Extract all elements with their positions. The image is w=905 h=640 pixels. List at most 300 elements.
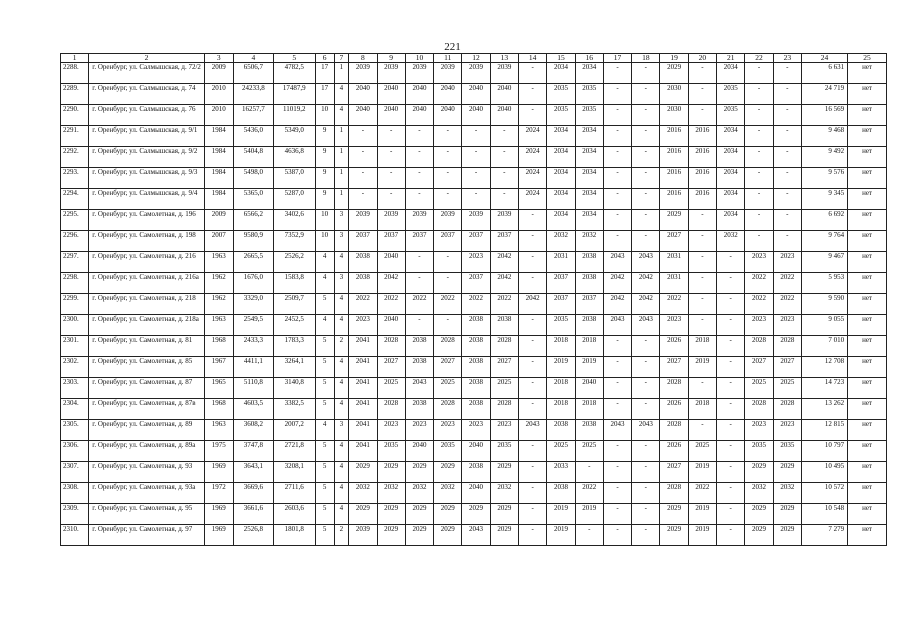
table-cell: 3329,0 (233, 294, 273, 315)
table-row (61, 420, 887, 441)
table-cell: - (377, 168, 405, 189)
table-cell: 2025 (773, 378, 801, 399)
table-cell: 1963 (204, 252, 233, 273)
table-cell: 1783,3 (273, 336, 315, 357)
table-cell: 2035 (773, 441, 801, 462)
table-cell: 11019,2 (273, 105, 315, 126)
table-cell: 2027 (434, 357, 462, 378)
column-header: 24 (801, 54, 847, 63)
table-cell: 2026 (660, 441, 688, 462)
table-cell: нет (848, 126, 887, 147)
table-cell: 2039 (462, 63, 490, 84)
table-cell: 2549,5 (233, 315, 273, 336)
table-cell: 2038 (462, 399, 490, 420)
table-cell: 2009 (204, 210, 233, 231)
table-cell: 2010 (204, 84, 233, 105)
table-cell: - (717, 336, 745, 357)
table-cell: 9 576 (801, 168, 847, 189)
table-cell: 6506,7 (233, 63, 273, 84)
table-cell: - (519, 441, 547, 462)
table-cell: 2035 (547, 105, 575, 126)
table-cell: 6 692 (801, 210, 847, 231)
column-header: 4 (233, 54, 273, 63)
table-cell: 2037 (462, 273, 490, 294)
table-cell: 2028 (377, 399, 405, 420)
table-cell: 2026 (660, 399, 688, 420)
table-cell: 2038 (462, 378, 490, 399)
table-cell: 2034 (575, 63, 603, 84)
table-cell: 3382,5 (273, 399, 315, 420)
table-cell: 5 953 (801, 273, 847, 294)
table-row (61, 147, 887, 168)
table-cell: 10 572 (801, 483, 847, 504)
table-cell: - (632, 525, 660, 546)
table-cell: - (434, 273, 462, 294)
table-cell: - (603, 504, 631, 525)
table-cell: 2019 (575, 357, 603, 378)
table-cell: нет (848, 189, 887, 210)
table-cell: - (575, 462, 603, 483)
table-cell: - (405, 126, 433, 147)
table-cell: нет (848, 168, 887, 189)
address-cell: г. Оренбург, ул. Салмышская, д. 72/2 (89, 63, 204, 84)
table-cell: 2034 (717, 147, 745, 168)
table-cell: - (603, 231, 631, 252)
table-cell: - (519, 315, 547, 336)
table-cell: 3 (334, 273, 349, 294)
table-cell: 4 (334, 315, 349, 336)
table-cell: 2040 (405, 84, 433, 105)
table-cell: - (377, 126, 405, 147)
housing-register-table (60, 53, 887, 546)
row-number-cell: 2307. (61, 462, 89, 483)
address-cell: г. Оренбург, ул. Самолетная, д. 87 (89, 378, 204, 399)
table-cell: 2028 (434, 336, 462, 357)
table-cell: 4 (334, 441, 349, 462)
table-row (61, 483, 887, 504)
row-number-cell: 2303. (61, 378, 89, 399)
table-cell: 4782,5 (273, 63, 315, 84)
column-header: 9 (377, 54, 405, 63)
table-cell: 2042 (632, 294, 660, 315)
table-cell: - (632, 483, 660, 504)
table-cell: 3 (334, 210, 349, 231)
table-cell: - (632, 336, 660, 357)
table-cell: 2027 (745, 357, 773, 378)
table-cell: 2023 (773, 420, 801, 441)
table-row (61, 84, 887, 105)
table-cell: 1 (334, 189, 349, 210)
table-cell: 2034 (575, 147, 603, 168)
table-cell: - (773, 84, 801, 105)
table-cell: - (434, 147, 462, 168)
table-cell: 2711,6 (273, 483, 315, 504)
row-number-cell: 2301. (61, 336, 89, 357)
table-cell: 2034 (547, 126, 575, 147)
table-row (61, 336, 887, 357)
table-cell: 1801,8 (273, 525, 315, 546)
table-cell: 2023 (773, 315, 801, 336)
address-cell: г. Оренбург, ул. Самолетная, д. 198 (89, 231, 204, 252)
column-header: 13 (490, 54, 518, 63)
table-cell: 2025 (575, 441, 603, 462)
column-header: 15 (547, 54, 575, 63)
column-header: 1 (61, 54, 89, 63)
table-cell: 2034 (575, 168, 603, 189)
table-cell: - (603, 63, 631, 84)
table-cell: 16 569 (801, 105, 847, 126)
table-cell: 2034 (717, 63, 745, 84)
table-cell: 2037 (547, 294, 575, 315)
table-row (61, 231, 887, 252)
table-cell: 4 (315, 420, 334, 441)
table-cell: 2043 (519, 420, 547, 441)
table-cell: 24 719 (801, 84, 847, 105)
table-cell: - (717, 441, 745, 462)
table-cell: 2016 (688, 168, 716, 189)
table-cell: 1975 (204, 441, 233, 462)
table-cell: 2042 (603, 294, 631, 315)
address-cell: г. Оренбург, ул. Салмышская, д. 9/4 (89, 189, 204, 210)
table-cell: 2025 (377, 378, 405, 399)
table-cell: - (773, 189, 801, 210)
table-cell: 2030 (660, 105, 688, 126)
table-cell: 2033 (547, 462, 575, 483)
table-cell: 2027 (660, 462, 688, 483)
table-cell: 2035 (377, 441, 405, 462)
column-header: 25 (848, 54, 887, 63)
table-cell: 4603,5 (233, 399, 273, 420)
table-cell: 5 (315, 336, 334, 357)
address-cell: г. Оренбург, ул. Салмышская, д. 9/2 (89, 147, 204, 168)
table-cell: 9 492 (801, 147, 847, 168)
table-cell: 2038 (405, 399, 433, 420)
table-cell: - (519, 336, 547, 357)
table-cell: 12 815 (801, 420, 847, 441)
table-cell: 5287,0 (273, 189, 315, 210)
table-cell: - (377, 147, 405, 168)
table-cell: 2023 (773, 252, 801, 273)
table-cell: 2016 (660, 189, 688, 210)
table-cell: - (603, 336, 631, 357)
table-cell: 5 (315, 462, 334, 483)
table-cell: 1 (334, 147, 349, 168)
table-cell: 4636,8 (273, 147, 315, 168)
table-cell: 2023 (405, 420, 433, 441)
table-cell: - (490, 189, 518, 210)
table-cell: - (603, 399, 631, 420)
table-cell: - (717, 399, 745, 420)
table-cell: 2029 (462, 504, 490, 525)
table-cell: 2041 (349, 357, 377, 378)
table-cell: 10 (315, 210, 334, 231)
table-cell: 2023 (349, 315, 377, 336)
table-row (61, 315, 887, 336)
table-cell: - (688, 420, 716, 441)
column-header: 11 (434, 54, 462, 63)
table-cell: 1968 (204, 399, 233, 420)
table-cell: - (405, 168, 433, 189)
table-cell: - (519, 525, 547, 546)
table-cell: - (632, 126, 660, 147)
table-cell: 2043 (405, 378, 433, 399)
table-cell: 2024 (519, 126, 547, 147)
table-cell: 2040 (377, 252, 405, 273)
table-cell: 2038 (462, 462, 490, 483)
table-cell: 2028 (434, 399, 462, 420)
table-row (61, 441, 887, 462)
table-cell: 2029 (377, 525, 405, 546)
table-cell: 1984 (204, 126, 233, 147)
table-cell: 13 262 (801, 399, 847, 420)
table-cell: 10 (315, 231, 334, 252)
table-cell: 2023 (462, 420, 490, 441)
table-cell: 5110,8 (233, 378, 273, 399)
table-cell: нет (848, 147, 887, 168)
table-cell: 4 (334, 84, 349, 105)
table-cell: 2038 (490, 315, 518, 336)
table-cell: 2526,2 (273, 252, 315, 273)
column-header: 3 (204, 54, 233, 63)
table-cell: - (688, 252, 716, 273)
column-header: 23 (773, 54, 801, 63)
table-cell: - (434, 315, 462, 336)
address-cell: г. Оренбург, ул. Самолетная, д. 93 (89, 462, 204, 483)
table-cell: 4411,1 (233, 357, 273, 378)
table-cell: 2032 (434, 483, 462, 504)
table-cell: 2040 (377, 84, 405, 105)
column-header: 20 (688, 54, 716, 63)
table-cell: 2029 (405, 525, 433, 546)
table-cell: - (632, 63, 660, 84)
table-cell: 2028 (773, 399, 801, 420)
table-cell: 3608,2 (233, 420, 273, 441)
table-cell: 2025 (490, 378, 518, 399)
table-cell: - (717, 420, 745, 441)
table-cell: 5 (315, 399, 334, 420)
table-cell: 2037 (405, 231, 433, 252)
address-cell: г. Оренбург, ул. Салмышская, д. 9/1 (89, 126, 204, 147)
column-header: 7 (334, 54, 349, 63)
table-cell: - (462, 168, 490, 189)
table-cell: 2037 (575, 294, 603, 315)
table-cell: 2025 (745, 378, 773, 399)
table-cell: 2041 (349, 399, 377, 420)
table-cell: - (688, 210, 716, 231)
row-number-cell: 2310. (61, 525, 89, 546)
table-cell: 17 (315, 63, 334, 84)
table-cell: 2019 (688, 462, 716, 483)
table-cell: 2024 (519, 189, 547, 210)
table-cell: - (434, 126, 462, 147)
table-cell: 2039 (349, 525, 377, 546)
table-cell: 2043 (632, 252, 660, 273)
table-cell: 2029 (660, 504, 688, 525)
table-cell: 2040 (462, 84, 490, 105)
table-cell: - (434, 189, 462, 210)
row-number-cell: 2304. (61, 399, 89, 420)
table-cell: 2509,7 (273, 294, 315, 315)
address-cell: г. Оренбург, ул. Салмышская, д. 74 (89, 84, 204, 105)
table-cell: 2027 (773, 357, 801, 378)
table-cell: 2023 (745, 315, 773, 336)
table-cell: 2029 (377, 462, 405, 483)
table-cell: 2039 (434, 63, 462, 84)
table-cell: - (490, 147, 518, 168)
table-cell: нет (848, 231, 887, 252)
table-cell: - (773, 231, 801, 252)
table-cell: 1969 (204, 504, 233, 525)
address-cell: г. Оренбург, ул. Самолетная, д. 85 (89, 357, 204, 378)
table-row (61, 210, 887, 231)
table-cell: 2 (334, 336, 349, 357)
table-cell: 2042 (519, 294, 547, 315)
table-cell: - (717, 294, 745, 315)
table-cell: 2029 (490, 504, 518, 525)
table-cell: 2022 (660, 294, 688, 315)
row-number-cell: 2300. (61, 315, 89, 336)
table-cell: 2022 (434, 294, 462, 315)
table-cell: 2026 (660, 336, 688, 357)
table-cell: 2037 (349, 231, 377, 252)
table-cell: 2029 (745, 504, 773, 525)
table-cell: - (688, 84, 716, 105)
table-cell: 2019 (547, 357, 575, 378)
table-cell: 2034 (547, 168, 575, 189)
table-cell: - (519, 462, 547, 483)
table-cell: 2035 (547, 84, 575, 105)
table-cell: 3 (334, 231, 349, 252)
table-cell: - (519, 378, 547, 399)
table-cell: 24233,8 (233, 84, 273, 105)
table-cell: 9 764 (801, 231, 847, 252)
table-cell: - (632, 441, 660, 462)
table-cell: - (603, 357, 631, 378)
table-cell: - (745, 231, 773, 252)
table-cell: - (490, 168, 518, 189)
table-cell: 2029 (349, 504, 377, 525)
table-cell: 2433,3 (233, 336, 273, 357)
table-cell: 2041 (349, 336, 377, 357)
table-cell: 2038 (462, 357, 490, 378)
table-cell: нет (848, 462, 887, 483)
address-cell: г. Оренбург, ул. Салмышская, д. 76 (89, 105, 204, 126)
table-cell: - (603, 378, 631, 399)
table-cell: 2029 (745, 525, 773, 546)
table-cell: - (717, 357, 745, 378)
table-cell: 2028 (377, 336, 405, 357)
row-number-cell: 2294. (61, 189, 89, 210)
address-cell: г. Оренбург, ул. Самолетная, д. 87в (89, 399, 204, 420)
table-cell: 17487,9 (273, 84, 315, 105)
table-row (61, 105, 887, 126)
table-cell: 16257,7 (233, 105, 273, 126)
column-header: 16 (575, 54, 603, 63)
table-cell: 5 (315, 378, 334, 399)
table-row (61, 252, 887, 273)
table-cell: 2009 (204, 63, 233, 84)
table-cell: - (632, 399, 660, 420)
table-cell: - (745, 210, 773, 231)
table-cell: - (745, 63, 773, 84)
table-body (61, 63, 887, 546)
table-cell: 2034 (717, 126, 745, 147)
table-cell: 1969 (204, 462, 233, 483)
table-cell: 2023 (462, 252, 490, 273)
table-cell: 2031 (547, 252, 575, 273)
table-cell: 7352,9 (273, 231, 315, 252)
table-cell: нет (848, 525, 887, 546)
table-cell: 2029 (490, 462, 518, 483)
table-cell: 2034 (547, 210, 575, 231)
table-cell: 1984 (204, 189, 233, 210)
table-cell: - (603, 462, 631, 483)
table-cell: - (405, 189, 433, 210)
row-number-cell: 2292. (61, 147, 89, 168)
table-cell: - (603, 168, 631, 189)
table-cell: 4 (315, 273, 334, 294)
table-cell: 2043 (603, 315, 631, 336)
table-cell: 9 055 (801, 315, 847, 336)
table-cell: 2037 (434, 231, 462, 252)
table-cell: 2038 (547, 420, 575, 441)
table-cell: - (632, 84, 660, 105)
table-cell: 2038 (575, 315, 603, 336)
table-cell: - (434, 168, 462, 189)
table-cell: нет (848, 399, 887, 420)
table-cell: - (519, 84, 547, 105)
table-cell: 2039 (349, 210, 377, 231)
table-cell: 1 (334, 168, 349, 189)
address-cell: г. Оренбург, ул. Самолетная, д. 196 (89, 210, 204, 231)
table-cell: - (688, 273, 716, 294)
table-cell: - (405, 273, 433, 294)
table-cell: нет (848, 441, 887, 462)
row-number-cell: 2299. (61, 294, 89, 315)
table-cell: 2040 (462, 441, 490, 462)
table-cell: 2027 (490, 357, 518, 378)
table-cell: 2007 (204, 231, 233, 252)
table-cell: 2038 (462, 336, 490, 357)
table-cell: 2018 (688, 399, 716, 420)
table-cell: 2010 (204, 105, 233, 126)
table-cell: 1984 (204, 168, 233, 189)
table-cell: 2041 (349, 420, 377, 441)
table-cell: 4 (334, 399, 349, 420)
table-cell: 2039 (405, 63, 433, 84)
row-number-cell: 2290. (61, 105, 89, 126)
table-cell: 3 (334, 420, 349, 441)
table-cell: 4 (334, 252, 349, 273)
table-cell: 3661,6 (233, 504, 273, 525)
table-cell: 10 495 (801, 462, 847, 483)
table-row (61, 189, 887, 210)
table-cell: 5349,0 (273, 126, 315, 147)
table-cell: 9 (315, 168, 334, 189)
table-cell: 2022 (745, 294, 773, 315)
table-cell: 2038 (575, 252, 603, 273)
table-cell: 2029 (773, 462, 801, 483)
table-cell: - (717, 483, 745, 504)
table-cell: - (603, 147, 631, 168)
table-cell: 2016 (688, 189, 716, 210)
table-cell: 2038 (349, 273, 377, 294)
table-cell: 2029 (434, 504, 462, 525)
table-cell: - (632, 462, 660, 483)
table-row (61, 168, 887, 189)
table-cell: 2034 (547, 189, 575, 210)
table-cell: 6566,2 (233, 210, 273, 231)
